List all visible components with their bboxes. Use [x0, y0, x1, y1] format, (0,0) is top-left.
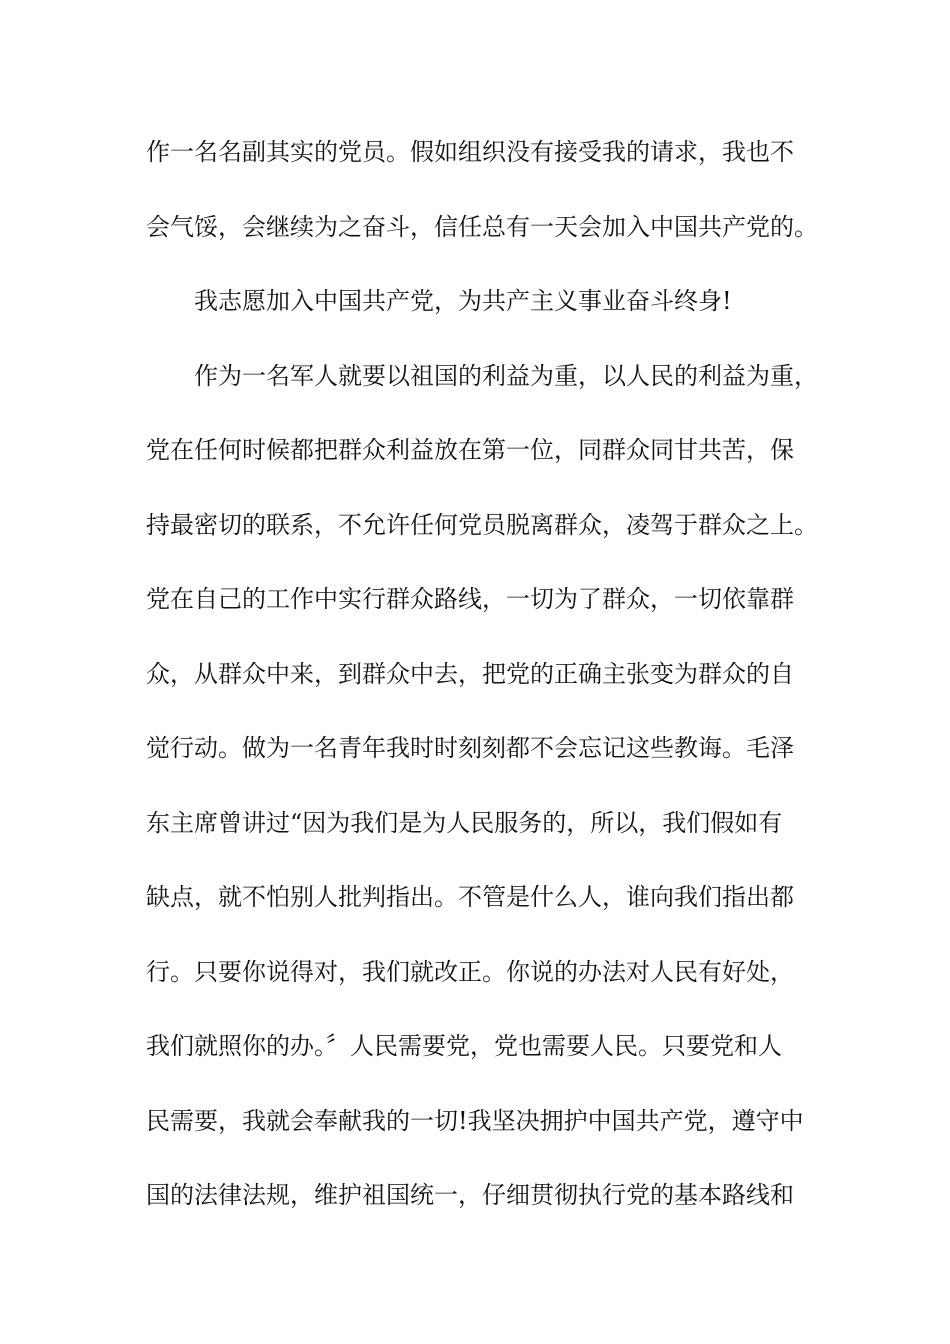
text-line: 国的法律法规，维护祖国统一，仔细贯彻执行党的基本路线和 — [146, 1181, 794, 1209]
text-line: 缺点，就不怕别人批判指出。不管是什么人，谁向我们指出都 — [146, 883, 794, 911]
text-line: 民需要，我就会奉献我的一切!我坚决拥护中国共产党，遵守中 — [146, 1106, 804, 1135]
text-line: 党在自己的工作中实行群众路线，一切为了群众，一切依靠群 — [146, 585, 794, 613]
text-line: 东主席曾讲过“因为我们是为人民服务的，所以，我们假如有 — [146, 808, 783, 837]
text-line: 众，从群众中来，到群众中去，把党的正确主张变为群众的自 — [146, 659, 794, 688]
paragraph-first-line: 我志愿加入中国共产党，为共产主义事业奋斗终身! — [194, 287, 732, 315]
text-line: 会气馁，会继续为之奋斗，信任总有一天会加入中国共产党的。 — [146, 212, 818, 241]
paragraph-first-line: 作为一名军人就要以祖国的利益为重，以人民的利益为重， — [194, 361, 818, 390]
text-line: 党在任何时候都把群众利益放在第一位，同群众同甘共苦，保 — [146, 436, 794, 464]
text-line: 我们就照你的办。〞人民需要党，党也需要人民。只要党和人 — [146, 1032, 782, 1060]
text-line: 觉行动。做为一名青年我时时刻刻都不会忘记这些教诲。毛泽 — [146, 734, 794, 762]
body-text — [146, 128, 826, 1246]
text-line: 作一名名副其实的党员。假如组织没有接受我的请求，我也不 — [146, 138, 794, 166]
text-line: 行。只要你说得对，我们就改正。你说的办法对人民有好处， — [146, 957, 794, 986]
text-line: 持最密切的联系，不允许任何党员脱离群众，凌驾于群众之上。 — [146, 510, 818, 539]
